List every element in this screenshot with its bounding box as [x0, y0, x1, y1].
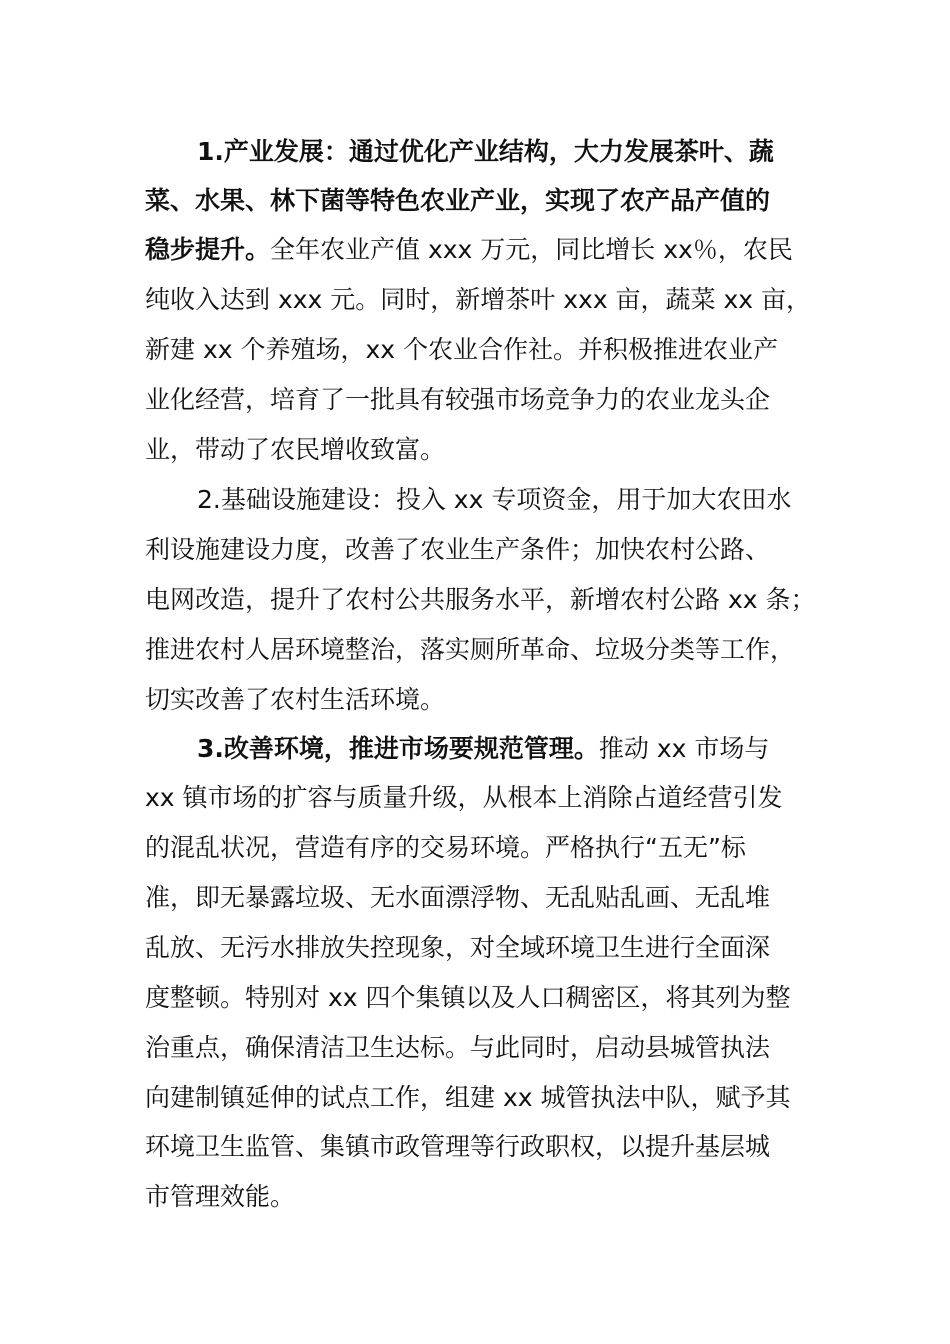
body-text: 2.基础设施建设：投入 xx 专项资金，用于加大农田水	[197, 485, 792, 514]
paragraph-1-line-7	[145, 434, 445, 466]
body-text: 度整顿。特别对 xx 四个集镇以及人口稠密区，将其列为整	[145, 983, 791, 1012]
body-text: 准，即无暴露垃圾、无水面漂浮物、无乱贴乱画、无乱堆	[145, 883, 771, 912]
body-text: 向建制镇延伸的试点工作，组建 xx 城管执法中队，赋予其	[145, 1083, 791, 1112]
paragraph-2-line-3	[145, 584, 816, 616]
body-text: 推动 xx 市场与	[598, 734, 770, 763]
body-text: 电网改造，提升了农村公共服务水平，新增农村公路 xx 条；	[145, 585, 816, 614]
paragraph-1-line-6	[145, 384, 770, 416]
body-text: 业，带动了农民增收致富。	[145, 435, 446, 464]
body-text: 新建 xx 个养殖场，xx 个农业合作社。并积极推进农业产	[145, 335, 779, 364]
body-text: 全年农业产值 xxx 万元，同比增长 xx％，农民	[270, 235, 793, 264]
body-text: 乱放、无污水排放失控现象，对全域环境卫生进行全面深	[145, 933, 771, 962]
paragraph-1-line-5	[145, 334, 778, 366]
body-text: 市管理效能。	[145, 1182, 296, 1211]
paragraph-1-line-3	[145, 234, 793, 266]
bold-text: 3.改善环境，推进市场要规范管理。	[197, 734, 599, 763]
body-text: 治重点，确保清洁卫生达标。与此同时，启动县城管执法	[145, 1033, 771, 1062]
body-text: 业化经营，培育了一批具有较强市场竞争力的农业龙头企	[145, 385, 771, 414]
body-text: 利设施建设力度，改善了农业生产条件；加快农村公路、	[145, 535, 771, 564]
body-text: 环境卫生监管、集镇市政管理等行政职权，以提升基层城	[145, 1132, 771, 1161]
paragraph-1-line-4	[145, 284, 811, 316]
paragraph-3-line-8	[145, 1082, 791, 1114]
bold-text: 稳步提升。	[145, 235, 271, 264]
paragraph-3-line-9	[145, 1131, 770, 1163]
paragraph-3-line-7	[145, 1032, 770, 1064]
paragraph-1-line-1	[197, 136, 774, 168]
body-text: 纯收入达到 xxx 元。同时，新增茶叶 xxx 亩，蔬菜 xx 亩，	[145, 285, 812, 314]
body-text: 的混乱状况，营造有序的交易环境。严格执行“五无”标	[145, 833, 746, 862]
paragraph-2-line-5	[145, 684, 445, 716]
bold-text: 1.产业发展：通过优化产业结构，大力发展茶叶、蔬	[197, 137, 774, 166]
paragraph-3-line-4	[145, 882, 770, 914]
body-text: 切实改善了农村生活环境。	[145, 685, 446, 714]
paragraph-2-line-2	[145, 534, 770, 566]
paragraph-1-line-2	[145, 185, 770, 217]
bold-text: 菜、水果、林下菌等特色农业产业，实现了农产品产值的	[145, 186, 771, 215]
body-text: xx 镇市场的扩容与质量升级，从根本上消除占道经营引发	[145, 783, 783, 812]
paragraph-2-line-4	[145, 634, 795, 666]
paragraph-3-line-3	[145, 832, 746, 864]
paragraph-2-line-1	[197, 484, 791, 516]
body-text: 推进农村人居环境整治，落实厕所革命、垃圾分类等工作，	[145, 635, 796, 664]
paragraph-3-line-10	[145, 1181, 295, 1213]
paragraph-3-line-5	[145, 932, 770, 964]
paragraph-3-line-2	[145, 782, 783, 814]
paragraph-3-line-6	[145, 982, 791, 1014]
paragraph-3-line-1	[197, 733, 769, 765]
